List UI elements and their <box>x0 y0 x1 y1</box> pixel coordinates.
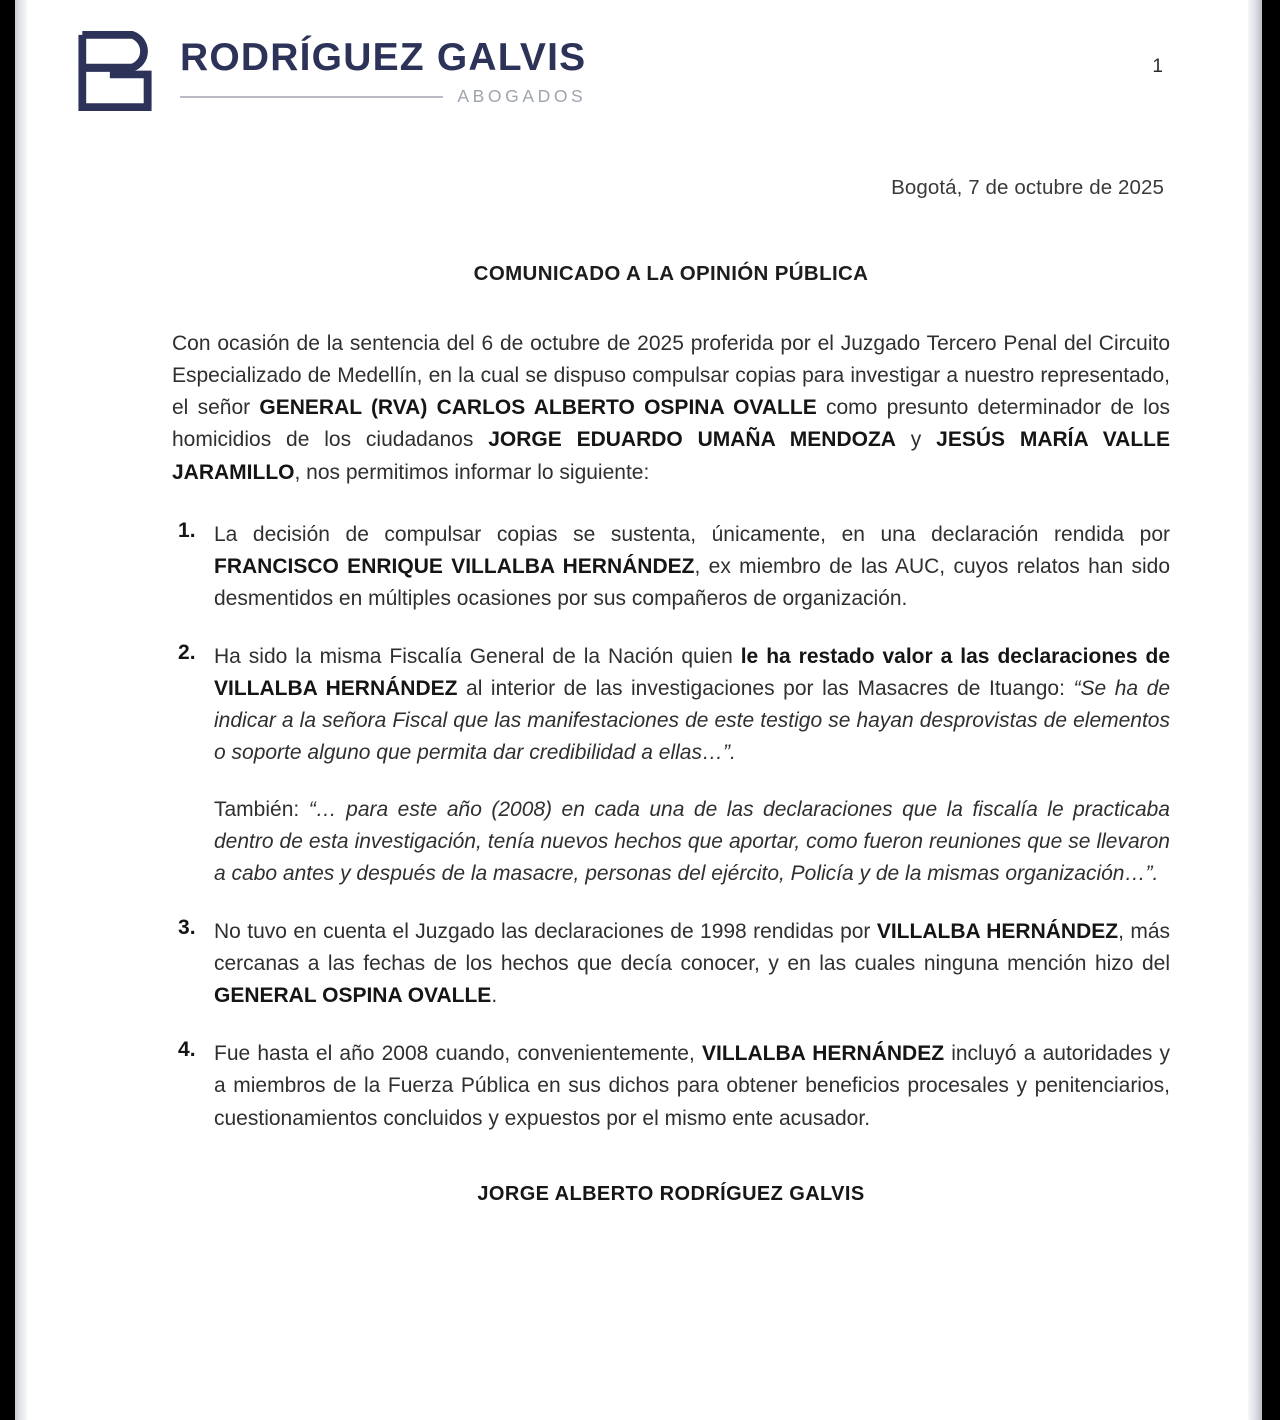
wordmark-divider-rule <box>180 96 443 98</box>
intro-seg-4: , nos permitimos informar lo siguiente: <box>294 460 650 484</box>
point-2-secondary-quote <box>214 794 1170 890</box>
point-1-seg-1: La decisión de compulsar copias se sustenta, únicamente, en una declaración rendida por <box>214 522 1170 546</box>
intro-bold-victim-1: JORGE EDUARDO UMAÑA MENDOZA <box>488 428 896 452</box>
firm-wordmark <box>180 28 586 107</box>
numbered-points-list <box>172 519 1170 1135</box>
point-3-seg-1: No tuvo en cuenta el Juzgado las declaraciones de 1998 rendidas por <box>214 919 877 943</box>
intro-bold-victim-2: JESÚS MARÍA VALLE JARAMILLO <box>172 428 1171 484</box>
firm-subtitle: ABOGADOS <box>457 86 587 106</box>
list-item <box>172 1038 1170 1134</box>
point-2-seg-2: al interior de las investigaciones por las Masacres de Ituango: <box>457 677 1074 701</box>
letterhead <box>27 0 1248 120</box>
intro-seg-2: como presunto determinador de los homicidios de los ciudadanos <box>172 396 1170 452</box>
rg-monogram-icon <box>72 28 158 114</box>
point-1-text <box>214 519 1170 615</box>
intro-bold-general: GENERAL (RVA) CARLOS ALBERTO OSPINA OVALLE <box>259 396 817 420</box>
point-3-seg-3: . <box>491 984 498 1008</box>
point-2-bold-phrase: le ha restado valor a las declaraciones de VILLALBA HERNÁNDEZ <box>214 645 1171 701</box>
firm-subtitle-row <box>180 86 586 107</box>
document-body <box>27 176 1248 1206</box>
page-edge-shadow-right <box>1248 0 1262 1420</box>
firm-name: RODRÍGUEZ GALVIS <box>180 36 587 79</box>
firm-logo <box>72 28 586 114</box>
point-1-bold-witness: FRANCISCO ENRIQUE VILLALBA HERNÁNDEZ <box>214 554 695 578</box>
page-number: 1 <box>1152 56 1163 77</box>
point-4-bold-witness: VILLALBA HERNÁNDEZ <box>702 1042 945 1066</box>
signature-name: JORGE ALBERTO RODRÍGUEZ GALVIS <box>477 1182 865 1205</box>
point-2-quote-1: “Se ha de indicar a la señora Fiscal que las manifestaciones de este testigo se hayan desprovistas de elementos o soporte alguno que permita dar credibilidad a ellas…”. <box>214 677 1170 765</box>
intro-seg-3: y <box>895 428 937 452</box>
point-2-quote-2: “… para este año (2008) en cada una de las declaraciones que la fiscalía le practicaba dentro de esta investigación, tenía nuevos hechos que aportar, como fueron reuniones que se llevaron a cabo antes y después de la masacre, personas del ejército, Policía y de la mismas organización…”. <box>214 797 1170 885</box>
point-3-text <box>214 916 1170 1012</box>
point-2-text <box>214 641 1170 770</box>
page-edge-shadow-left <box>15 0 27 1420</box>
point-3-bold-witness: VILLALBA HERNÁNDEZ <box>876 919 1119 943</box>
point-4-seg-1: Fue hasta el año 2008 cuando, convenientemente, <box>214 1042 702 1066</box>
point-1-seg-2: , ex miembro de las AUC, cuyos relatos han sido desmentidos en múltiples ocasiones por sus compañeros de organización. <box>214 554 1171 610</box>
document-page <box>27 0 1248 1420</box>
page-title: COMUNICADO A LA OPINIÓN PÚBLICA <box>473 262 869 285</box>
point-2-tambien-label: También: <box>214 797 309 821</box>
list-item <box>172 641 1170 890</box>
point-3-seg-2: , más cercanas a las fechas de los hechos que decía conocer, y en las cuales ninguna mención hizo del <box>214 919 1171 975</box>
point-4-text <box>214 1038 1170 1134</box>
list-item <box>172 519 1170 615</box>
point-4-seg-2: incluyó a autoridades y a miembros de la Fuerza Pública en sus dichos para obtener beneficios procesales y penitenciarios, cuestionamientos concluidos y expuestos por el mismo ente acusador. <box>214 1042 1170 1130</box>
intro-paragraph <box>172 328 1170 489</box>
point-2-seg-1: Ha sido la misma Fiscalía General de la Nación quien <box>214 645 741 668</box>
point-3-bold-general: GENERAL OSPINA OVALLE <box>214 984 492 1008</box>
date-line: Bogotá, 7 de octubre de 2025 <box>891 176 1164 199</box>
intro-seg-1: Con ocasión de la sentencia del 6 de octubre de 2025 proferida por el Juzgado Tercero Penal del Circuito Especializado de Medellín, en la cual se dispuso compulsar copias para investigar a nuestro representado, el señor <box>172 332 1170 420</box>
list-item <box>172 916 1170 1012</box>
